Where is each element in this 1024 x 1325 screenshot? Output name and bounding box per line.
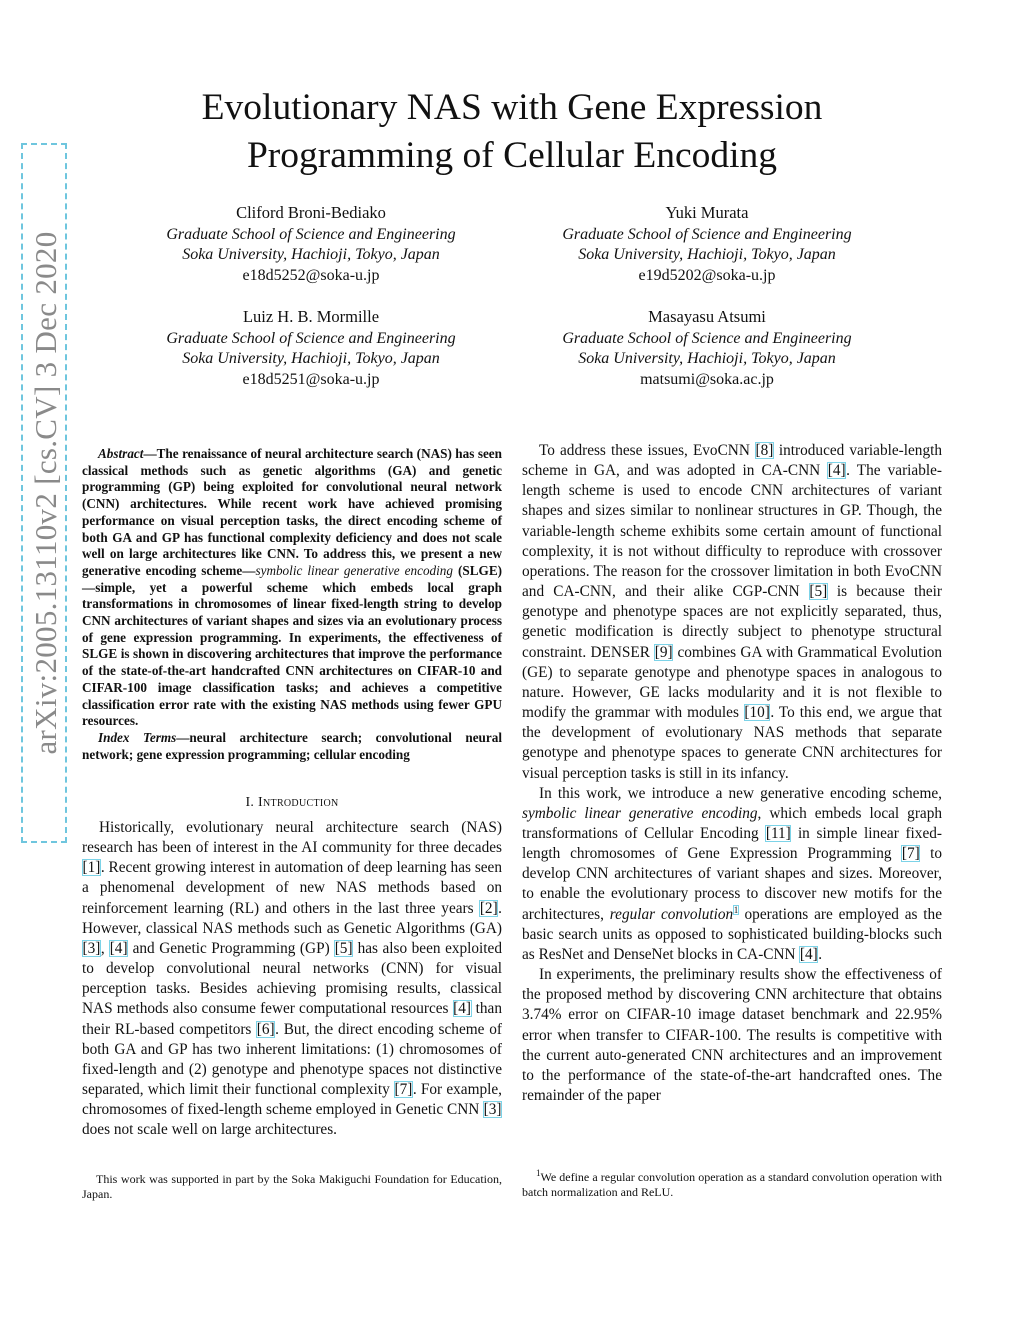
citation-link[interactable]: [3] bbox=[483, 1101, 502, 1119]
author-affiliation: Graduate School of Science and Engineering bbox=[562, 225, 852, 243]
paragraph: Historically, evolutionary neural architecture search (NAS) research has been of interest in the AI community for three decades [1]. Recent growing interest in automation of deep learning has seen a phenomenal development of new NAS methods based on reinforcement learning (RL) and others in the last three years [2]. However, classical NAS methods such as Genetic Algorithms (GA) [3], [4] and Genetic Programming (GP) [5] has also been exploited to develop convolutional neural networks (CNN) for visual perception tasks. Besides achieving promising results, classical NAS methods also consume fewer computational resources [4] than their RL-based competitors [6]. But, the direct encoding scheme of both GA and GP has two inherent limitations: (1) chromosomes of fixed-length and (2) genotype and phenotype spaces not distinctive separated, which limit their functional complexity [7]. For example, chromosomes of fixed-length scheme employed in Genetic CNN [3] does not scale well on large architectures. bbox=[82, 819, 502, 1139]
author-block-4 bbox=[527, 307, 887, 390]
paragraph: In this work, we introduce a new generative encoding scheme, symbolic linear generative encoding, which embeds local graph transformations of Cellular Encoding [11] in simple linear fixed-length chromosomes of Gene Expression Programming [7] to develop CNN architectures of variant shapes and sizes. Moreover, to enable the evolutionary process to discover new motifs for the architectures, regular convolution$^1$ operations are employed as the basic search units as opposed to sophisticated building-blocks such as ResNet and DenseNet blocks in CA-CNN [4]. bbox=[522, 784, 942, 963]
paper-title bbox=[0, 84, 1024, 180]
author-university: Soka University, Hachioji, Tokyo, Japan bbox=[182, 246, 440, 264]
section-number: I. bbox=[245, 795, 255, 810]
citation-link[interactable]: [8] bbox=[755, 442, 774, 459]
citation-link[interactable]: [6] bbox=[256, 1020, 275, 1038]
right-column-body bbox=[522, 441, 942, 1106]
citation-link[interactable]: [4] bbox=[109, 939, 128, 957]
abstract-label: Abstract bbox=[98, 446, 144, 461]
footnote-link[interactable]: 1 bbox=[733, 904, 739, 915]
citation-link[interactable]: [10] bbox=[744, 704, 770, 722]
paragraph: To address these issues, EvoCNN [8] introduced variable-length scheme in GA, and was adopted in CA-CNN [4]. The variable-length scheme is used to encode CNN architectures of variant shapes and sizes similar to nonlinear structures in GP. Though, the variable-length scheme exhibits some certain amount of functional complexity, it is not without difficulty to reproduce with crossover operations. The reason for the crossover limitation in both EvoCNN and CA-CNN, and their alike CGP-CNN [5] is because their genotype and phenotype spaces are not explicitly separated, thus, genetic modification is directly subject to phenotype structural constraint. DENSER [9] combines GA with Grammatical Evolution (GE) to separate genotype and phenotype spaces in analogous to nature. However, GE lacks modularity and it is not flexible to modify the grammar with modules [10]. To this end, we argue that the development of evolutionary NAS methods that separate genotype and phenotype spaces to generate CNN architectures for visual perception tasks is still in its infancy. bbox=[522, 442, 943, 782]
author-block-2 bbox=[527, 203, 887, 286]
footnote-funding: This work was supported in part by the Soka Makiguchi Foundation for Education, Japan. bbox=[82, 1172, 502, 1201]
author-affiliation: Graduate School of Science and Engineering bbox=[562, 329, 852, 347]
arxiv-watermark: arXiv:2005.13110v2 [cs.CV] 3 Dec 2020 bbox=[21, 143, 67, 843]
citation-link[interactable]: [2] bbox=[479, 899, 498, 917]
author-university: Soka University, Hachioji, Tokyo, Japan bbox=[578, 246, 836, 264]
citation-link[interactable]: [7] bbox=[394, 1081, 413, 1099]
author-name: Cliford Broni-Bediako bbox=[236, 203, 386, 222]
author-block-1 bbox=[131, 203, 491, 286]
author-email[interactable]: e19d5202@soka-u.jp bbox=[638, 266, 776, 284]
author-name: Yuki Murata bbox=[665, 203, 749, 222]
author-university: Soka University, Hachioji, Tokyo, Japan bbox=[182, 350, 440, 368]
footnote-mark: 1 bbox=[536, 1168, 541, 1178]
title-line-1: Evolutionary NAS with Gene Expression bbox=[201, 87, 823, 128]
citation-link[interactable]: [3] bbox=[82, 939, 101, 957]
title-line-2: Programming of Cellular Encoding bbox=[246, 135, 778, 176]
citation-link[interactable]: [4] bbox=[827, 462, 846, 480]
abstract bbox=[82, 446, 502, 763]
citation-link[interactable]: [4] bbox=[453, 1000, 471, 1018]
section-title: Introduction bbox=[258, 795, 339, 810]
citation-link[interactable]: [11] bbox=[765, 824, 791, 842]
index-terms-label: Index Terms bbox=[98, 729, 177, 745]
citation-link[interactable]: [9] bbox=[654, 643, 673, 661]
abstract-italic: symbolic linear generative encoding bbox=[255, 562, 453, 578]
author-email[interactable]: matsumi@soka.ac.jp bbox=[640, 370, 774, 388]
citation-link[interactable]: [5] bbox=[809, 583, 828, 601]
author-email[interactable]: e18d5252@soka-u.jp bbox=[242, 266, 380, 284]
author-email[interactable]: e18d5251@soka-u.jp bbox=[242, 370, 380, 388]
left-column-body bbox=[82, 818, 502, 1141]
author-name: Masayasu Atsumi bbox=[648, 307, 766, 326]
author-affiliation: Graduate School of Science and Engineering bbox=[166, 329, 456, 347]
author-block-3 bbox=[131, 307, 491, 390]
section-heading bbox=[82, 795, 502, 811]
footnote-1 bbox=[522, 1170, 942, 1200]
abstract-text-b: (SLGE)—simple, yet a powerful scheme which embeds local graph transformations in chromosomes of linear fixed-length string to develop CNN architectures of variant shapes and sizes via an evolutionary process of gene expression programming. In experiments, the effectiveness of SLGE is shown in discovering architectures that improve the performance of the state-of-the-art handcrafted CNN architectures on CIFAR-10 and CIFAR-100 image classification tasks; and achieves a competitive classification error rate with the existing NAS methods using fewer GPU resources. bbox=[82, 562, 503, 729]
citation-link[interactable]: [1] bbox=[82, 859, 101, 877]
author-affiliation: Graduate School of Science and Engineering bbox=[166, 225, 456, 243]
citation-link[interactable]: [7] bbox=[901, 845, 920, 863]
citation-link[interactable]: [4] bbox=[799, 945, 818, 963]
paragraph: In experiments, the preliminary results show the effectiveness of the proposed method by discovering CNN architecture that obtains 3.74% error on CIFAR-10 image dataset benchmark and 22.95% error when transfer to CIFAR-100. The results is competitive with the current auto-generated CNN architectures and an improvement to the performance of the state-of-the-art handcrafted ones. The remainder of the paper bbox=[522, 966, 942, 1104]
footnote-text: We define a regular convolution operation as a standard convolution operation with batch normalization and ReLU. bbox=[522, 1170, 942, 1199]
author-university: Soka University, Hachioji, Tokyo, Japan bbox=[578, 350, 836, 368]
citation-link[interactable]: [5] bbox=[334, 939, 353, 957]
index-terms: —neural architecture search; convolutional neural network; gene expression programming; cellular encoding bbox=[82, 729, 502, 762]
author-name: Luiz H. B. Mormille bbox=[242, 307, 380, 326]
abstract-text-a: —The renaissance of neural architecture search (NAS) has seen classical methods such as genetic algorithms (GA) and genetic programming (GP) being exploited for convolutional neural network (CNN) architectures. While recent work have achieved promising performance on visual perception tasks, the direct encoding scheme of both GA and GP has functional complexity deficiency and does not scale well on large architectures like CNN. To address this, we present a new generative encoding scheme— bbox=[82, 446, 502, 578]
